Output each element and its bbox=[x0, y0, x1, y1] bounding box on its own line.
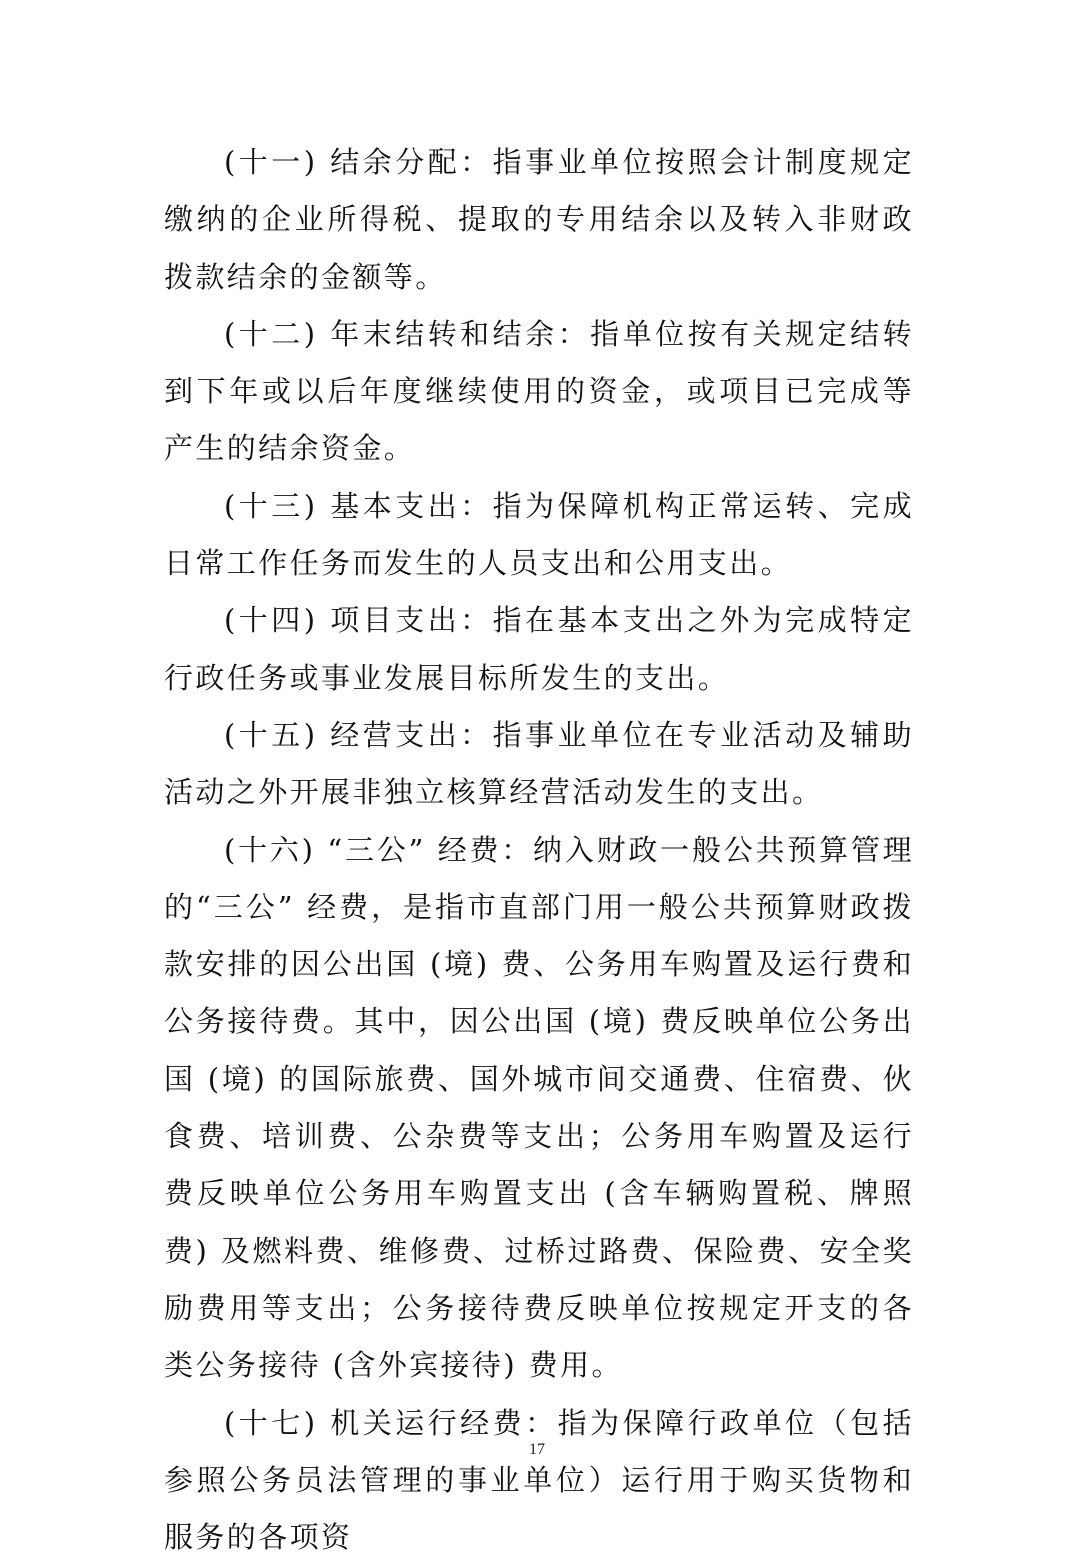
paragraph-17: (十七) 机关运行经费：指为保障行政单位（包括参照公务员法管理的事业单位）运行用于购买货物和服务的各项资 bbox=[164, 1405, 914, 1555]
paragraph-12: (十二) 年末结转和结余：指单位按有关规定结转到下年或以后年度继续使用的资金，或项目已完成等产生的结余资金。 bbox=[164, 316, 914, 466]
page-number: 17 bbox=[529, 1441, 545, 1458]
paragraph-11: (十一) 结余分配：指事业单位按照会计制度规定缴纳的企业所得税、提取的专用结余以及转入非财政拨款结余的金额等。 bbox=[164, 145, 914, 294]
paragraph-13: (十三) 基本支出：指为保障机构正常运转、完成日常工作任务而发生的人员支出和公用支出。 bbox=[164, 488, 914, 581]
paragraph-14: (十四) 项目支出：指在基本支出之外为完成特定行政任务或事业发展目标所发生的支出。 bbox=[164, 603, 914, 695]
body-text bbox=[164, 134, 914, 1566]
paragraph-15: (十五) 经营支出：指事业单位在专业活动及辅助活动之外开展非独立核算经营活动发生的支出。 bbox=[164, 717, 914, 810]
paragraph-16: (十六) “三公” 经费：纳入财政一般公共预算管理的“三公” 经费，是指市直部门用一般公共预算财政拨款安排的因公出国 (境) 费、公务用车购置及运行费和公务接待费。其中，因公出国 (境) 费反映单位公务出国 (境) 的国际旅费、国外城市间交通费、住宿费、伙食费、培训费、公杂费等支出；公务用车购置及运行费反映单位公务用车购置支出 (含车辆购置税、牌照费) 及燃料费、维修费、过桥过路费、保险费、安全奖励费用等支出；公务接待费反映单位按规定开支的各类公务接待 (含外宾接待) 费用。 bbox=[164, 832, 914, 1383]
